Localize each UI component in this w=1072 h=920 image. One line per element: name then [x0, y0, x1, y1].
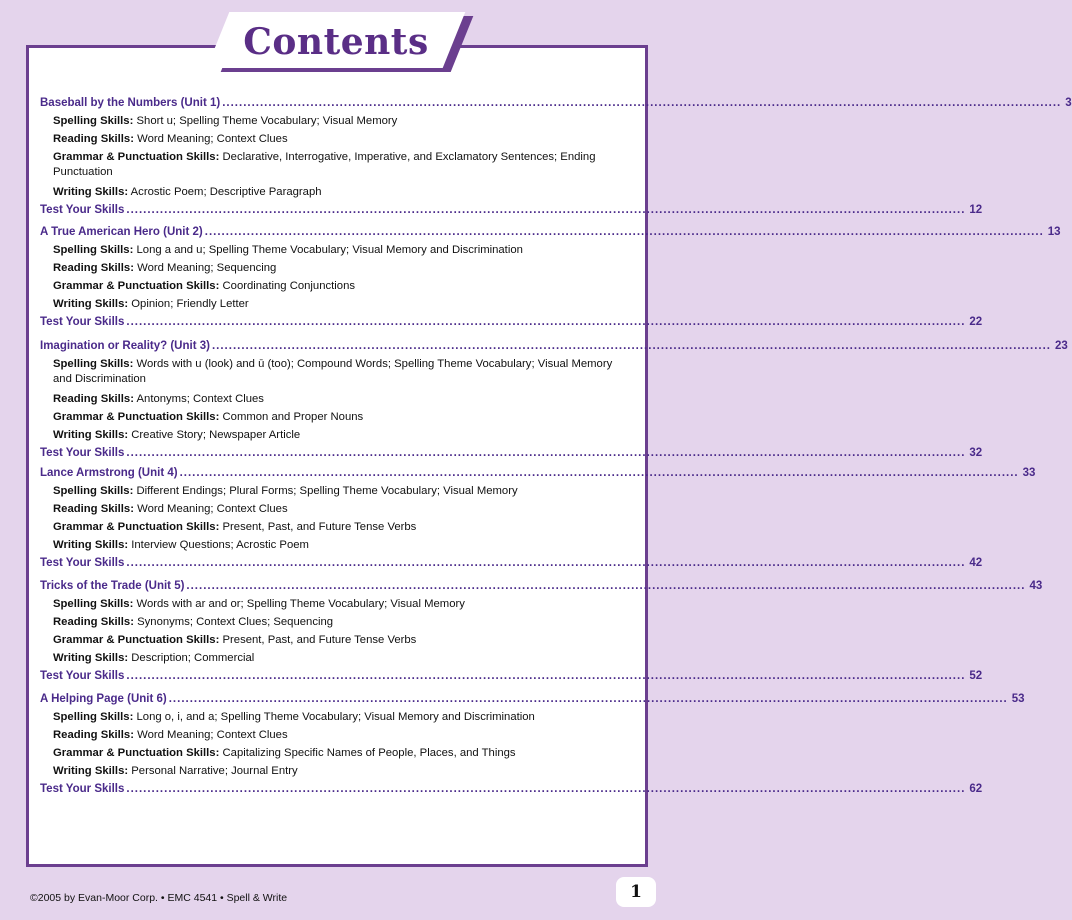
skill-line	[53, 764, 613, 779]
leader-dots: ........................................................................................................................................................................................................	[222, 97, 1062, 109]
unit-page-number: 53	[1011, 693, 1025, 705]
skill-label: Writing Skills:	[53, 429, 129, 441]
skill-line	[53, 728, 613, 743]
skill-label: Writing Skills:	[53, 298, 129, 310]
test-label: Test Your Skills	[40, 783, 125, 795]
unit-heading[interactable]	[40, 97, 1072, 109]
skill-line	[53, 520, 613, 535]
skill-line	[53, 538, 613, 553]
unit-page-number: 13	[1047, 226, 1061, 238]
skill-text: Creative Story; Newspaper Article	[128, 429, 301, 441]
skill-label: Grammar & Punctuation Skills:	[53, 747, 220, 759]
test-your-skills-entry[interactable]	[40, 204, 983, 216]
skill-line	[53, 633, 613, 648]
test-label: Test Your Skills	[40, 447, 125, 459]
leader-dots: ........................................................................................................................................................................................................	[204, 226, 1044, 238]
skill-line	[53, 428, 613, 443]
skill-text: Opinion; Friendly Letter	[128, 298, 249, 310]
leader-dots: ........................................................................................................................................................................................................	[126, 557, 966, 569]
skill-text: Capitalizing Specific Names of People, Places, and Things	[219, 747, 516, 759]
unit-title: A True American Hero (Unit 2)	[40, 226, 203, 238]
unit-heading[interactable]	[40, 226, 1061, 238]
test-page-number: 42	[969, 557, 983, 569]
test-your-skills-entry[interactable]	[40, 316, 983, 328]
skill-line	[53, 261, 613, 276]
skill-line	[53, 392, 613, 407]
unit-title: Imagination or Reality? (Unit 3)	[40, 340, 210, 352]
test-label: Test Your Skills	[40, 204, 125, 216]
skill-line	[53, 243, 613, 258]
leader-dots: ........................................................................................................................................................................................................	[126, 204, 966, 216]
skill-line	[53, 615, 613, 630]
skill-label: Spelling Skills:	[53, 485, 134, 497]
skill-text: Common and Proper Nouns	[219, 411, 364, 423]
skill-line	[53, 651, 613, 666]
unit-heading[interactable]	[40, 467, 1036, 479]
skill-text: Words with ar and or; Spelling Theme Vocabulary; Visual Memory	[133, 598, 465, 610]
skill-text: Word Meaning; Context Clues	[133, 503, 288, 515]
test-your-skills-entry[interactable]	[40, 447, 983, 459]
skill-line	[53, 484, 613, 499]
test-page-number: 32	[969, 447, 983, 459]
test-your-skills-entry[interactable]	[40, 557, 983, 569]
skill-label: Spelling Skills:	[53, 711, 134, 723]
skill-label: Grammar & Punctuation Skills:	[53, 151, 220, 163]
leader-dots: ........................................................................................................................................................................................................	[126, 316, 966, 328]
skill-label: Grammar & Punctuation Skills:	[53, 280, 220, 292]
skill-text: Interview Questions; Acrostic Poem	[128, 539, 309, 551]
page-number: 1	[616, 877, 656, 907]
skill-label: Spelling Skills:	[53, 244, 134, 256]
skill-line	[53, 710, 613, 725]
skill-text: Long a and u; Spelling Theme Vocabulary; Visual Memory and Discrimination	[133, 244, 523, 256]
skill-label: Writing Skills:	[53, 539, 129, 551]
skill-line	[53, 150, 613, 180]
unit-page-number: 23	[1054, 340, 1068, 352]
skill-text: Declarative, Interrogative, Imperative, and Exclamatory Sentences; Ending Punctuation	[53, 151, 596, 178]
skill-text: Words with u (look) and ū (too); Compound Words; Spelling Theme Vocabulary; Visual Memory and Discrimination	[53, 358, 613, 385]
skill-label: Reading Skills:	[53, 616, 134, 628]
skill-text: Present, Past, and Future Tense Verbs	[219, 521, 417, 533]
skill-label: Spelling Skills:	[53, 358, 134, 370]
skill-label: Writing Skills:	[53, 765, 129, 777]
skill-text: Coordinating Conjunctions	[219, 280, 356, 292]
skill-label: Grammar & Punctuation Skills:	[53, 521, 220, 533]
skill-text: Word Meaning; Context Clues	[133, 729, 288, 741]
skill-label: Reading Skills:	[53, 729, 134, 741]
unit-heading[interactable]	[40, 580, 1043, 592]
unit-heading[interactable]	[40, 340, 1068, 352]
skill-label: Reading Skills:	[53, 503, 134, 515]
skill-line	[53, 410, 613, 425]
page-title: Contents	[243, 21, 429, 63]
skill-label: Reading Skills:	[53, 393, 134, 405]
unit-heading[interactable]	[40, 693, 1025, 705]
skill-text: Word Meaning; Context Clues	[133, 133, 288, 145]
skill-text: Present, Past, and Future Tense Verbs	[219, 634, 417, 646]
test-page-number: 62	[969, 783, 983, 795]
leader-dots: ........................................................................................................................................................................................................	[126, 447, 966, 459]
skill-text: Synonyms; Context Clues; Sequencing	[133, 616, 334, 628]
test-page-number: 52	[969, 670, 983, 682]
test-your-skills-entry[interactable]	[40, 783, 983, 795]
leader-dots: ........................................................................................................................................................................................................	[186, 580, 1026, 592]
skill-label: Writing Skills:	[53, 186, 129, 198]
leader-dots: ........................................................................................................................................................................................................	[211, 340, 1051, 352]
test-your-skills-entry[interactable]	[40, 670, 983, 682]
test-label: Test Your Skills	[40, 316, 125, 328]
unit-title: Lance Armstrong (Unit 4)	[40, 467, 178, 479]
skill-line	[53, 502, 613, 517]
unit-page-number: 3	[1065, 97, 1072, 109]
skill-label: Reading Skills:	[53, 133, 134, 145]
skill-text: Different Endings; Plural Forms; Spelling Theme Vocabulary; Visual Memory	[133, 485, 518, 497]
skill-text: Word Meaning; Sequencing	[133, 262, 277, 274]
leader-dots: ........................................................................................................................................................................................................	[126, 783, 966, 795]
unit-page-number: 43	[1029, 580, 1043, 592]
leader-dots: ........................................................................................................................................................................................................	[168, 693, 1008, 705]
unit-title: A Helping Page (Unit 6)	[40, 693, 167, 705]
test-page-number: 12	[969, 204, 983, 216]
unit-page-number: 33	[1022, 467, 1036, 479]
skill-text: Personal Narrative; Journal Entry	[128, 765, 298, 777]
leader-dots: ........................................................................................................................................................................................................	[179, 467, 1019, 479]
skill-line	[53, 279, 613, 294]
unit-title: Baseball by the Numbers (Unit 1)	[40, 97, 221, 109]
skill-label: Grammar & Punctuation Skills:	[53, 411, 220, 423]
skill-line	[53, 597, 613, 612]
test-page-number: 22	[969, 316, 983, 328]
skill-label: Writing Skills:	[53, 652, 129, 664]
skill-label: Reading Skills:	[53, 262, 134, 274]
skill-text: Description; Commercial	[128, 652, 255, 664]
skill-line	[53, 185, 613, 200]
skill-text: Antonyms; Context Clues	[133, 393, 264, 405]
skill-text: Short u; Spelling Theme Vocabulary; Visual Memory	[133, 115, 398, 127]
skill-label: Spelling Skills:	[53, 115, 134, 127]
skill-line	[53, 357, 613, 387]
skill-line	[53, 297, 613, 312]
skill-line	[53, 746, 613, 761]
skill-text: Long o, i, and a; Spelling Theme Vocabulary; Visual Memory and Discrimination	[133, 711, 535, 723]
unit-title: Tricks of the Trade (Unit 5)	[40, 580, 185, 592]
test-label: Test Your Skills	[40, 557, 125, 569]
skill-label: Grammar & Punctuation Skills:	[53, 634, 220, 646]
skill-line	[53, 114, 613, 129]
test-label: Test Your Skills	[40, 670, 125, 682]
leader-dots: ........................................................................................................................................................................................................	[126, 670, 966, 682]
skill-line	[53, 132, 613, 147]
copyright-footer: ©2005 by Evan-Moor Corp. • EMC 4541 • Spell & Write	[30, 892, 288, 904]
skill-label: Spelling Skills:	[53, 598, 134, 610]
skill-text: Acrostic Poem; Descriptive Paragraph	[128, 186, 322, 198]
